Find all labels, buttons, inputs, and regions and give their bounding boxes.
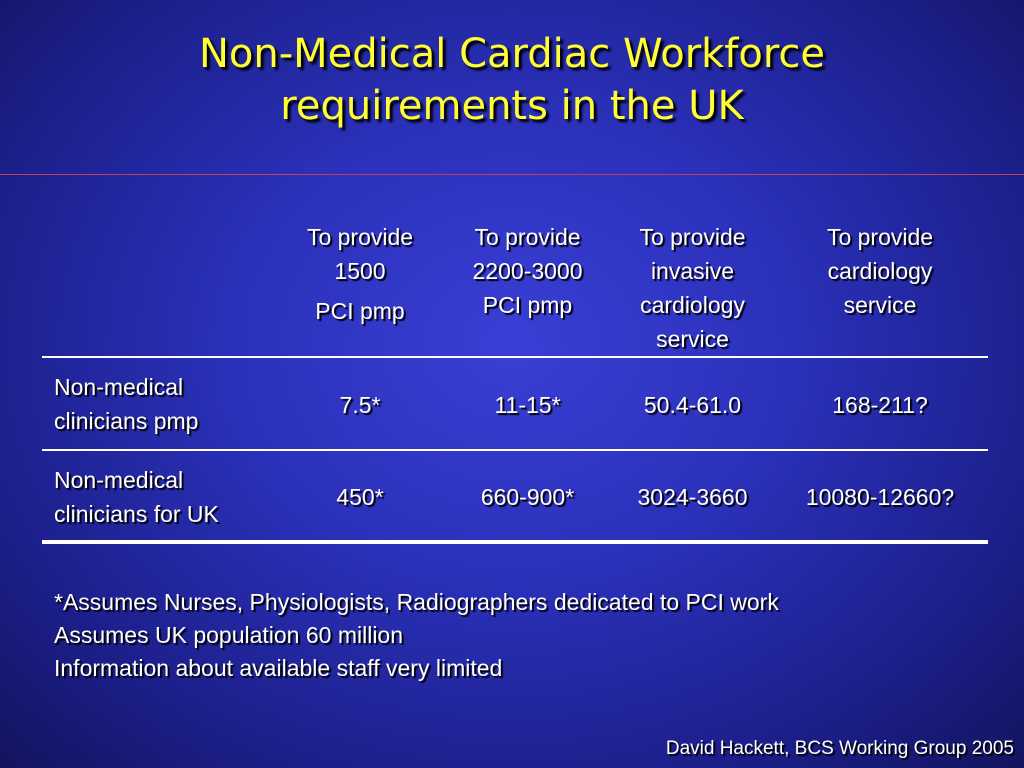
header-text: 1500 (334, 258, 386, 284)
row-label-text: Non-medical (54, 374, 184, 400)
header-text: To provide (826, 224, 934, 250)
table-header-rule (42, 356, 988, 358)
table-cell: 50.4-61.0 (643, 392, 742, 418)
row-label-text: clinicians pmp (54, 408, 199, 434)
source-credit: David Hackett, BCS Working Group 2005 (665, 738, 1014, 759)
header-text: To provide (474, 224, 581, 250)
header-text: PCI pmp (315, 298, 405, 324)
header-text: cardiology (827, 258, 933, 284)
title-line-2: requirements in the UK (280, 83, 744, 129)
table-cell: 3024-3660 (637, 484, 748, 510)
header-text: PCI pmp (482, 292, 573, 318)
row-label-clinicians-pmp (54, 370, 198, 438)
footnote: Assumes UK population 60 million (54, 622, 404, 648)
slide-title (0, 28, 1024, 132)
table-cell: 7.5* (339, 392, 381, 418)
table-cell: 450* (336, 484, 384, 510)
row-label-text: Non-medical (54, 467, 184, 493)
header-text: To provide (306, 224, 414, 250)
column-header-cardiology-service (780, 220, 980, 322)
column-header-invasive-cardiology (620, 220, 765, 356)
footnotes (54, 586, 779, 685)
header-text: invasive (650, 258, 735, 284)
header-text: service (843, 292, 917, 318)
row-label-clinicians-uk (54, 463, 219, 531)
table-row-rule (42, 449, 988, 451)
header-text: service (656, 326, 729, 352)
table-cell: 10080-12660? (805, 484, 955, 510)
footnote: *Assumes Nurses, Physiologists, Radiographers dedicated to PCI work (54, 589, 779, 615)
header-text: 2200-3000 (472, 258, 583, 284)
header-text: cardiology (640, 292, 745, 318)
table-cell: 11-15* (494, 392, 561, 418)
header-text: To provide (639, 224, 746, 250)
table-bottom-rule (42, 540, 988, 544)
footnote: Information about available staff very limited (54, 655, 503, 681)
column-header-2200-3000-pci (455, 220, 600, 322)
table-cell: 168-211? (832, 392, 928, 418)
title-divider (0, 174, 1024, 175)
table-cell: 660-900* (480, 484, 575, 510)
row-label-text: clinicians for UK (54, 501, 219, 527)
column-header-1500-pci (290, 220, 430, 328)
title-line-1: Non-Medical Cardiac Workforce (198, 31, 826, 77)
